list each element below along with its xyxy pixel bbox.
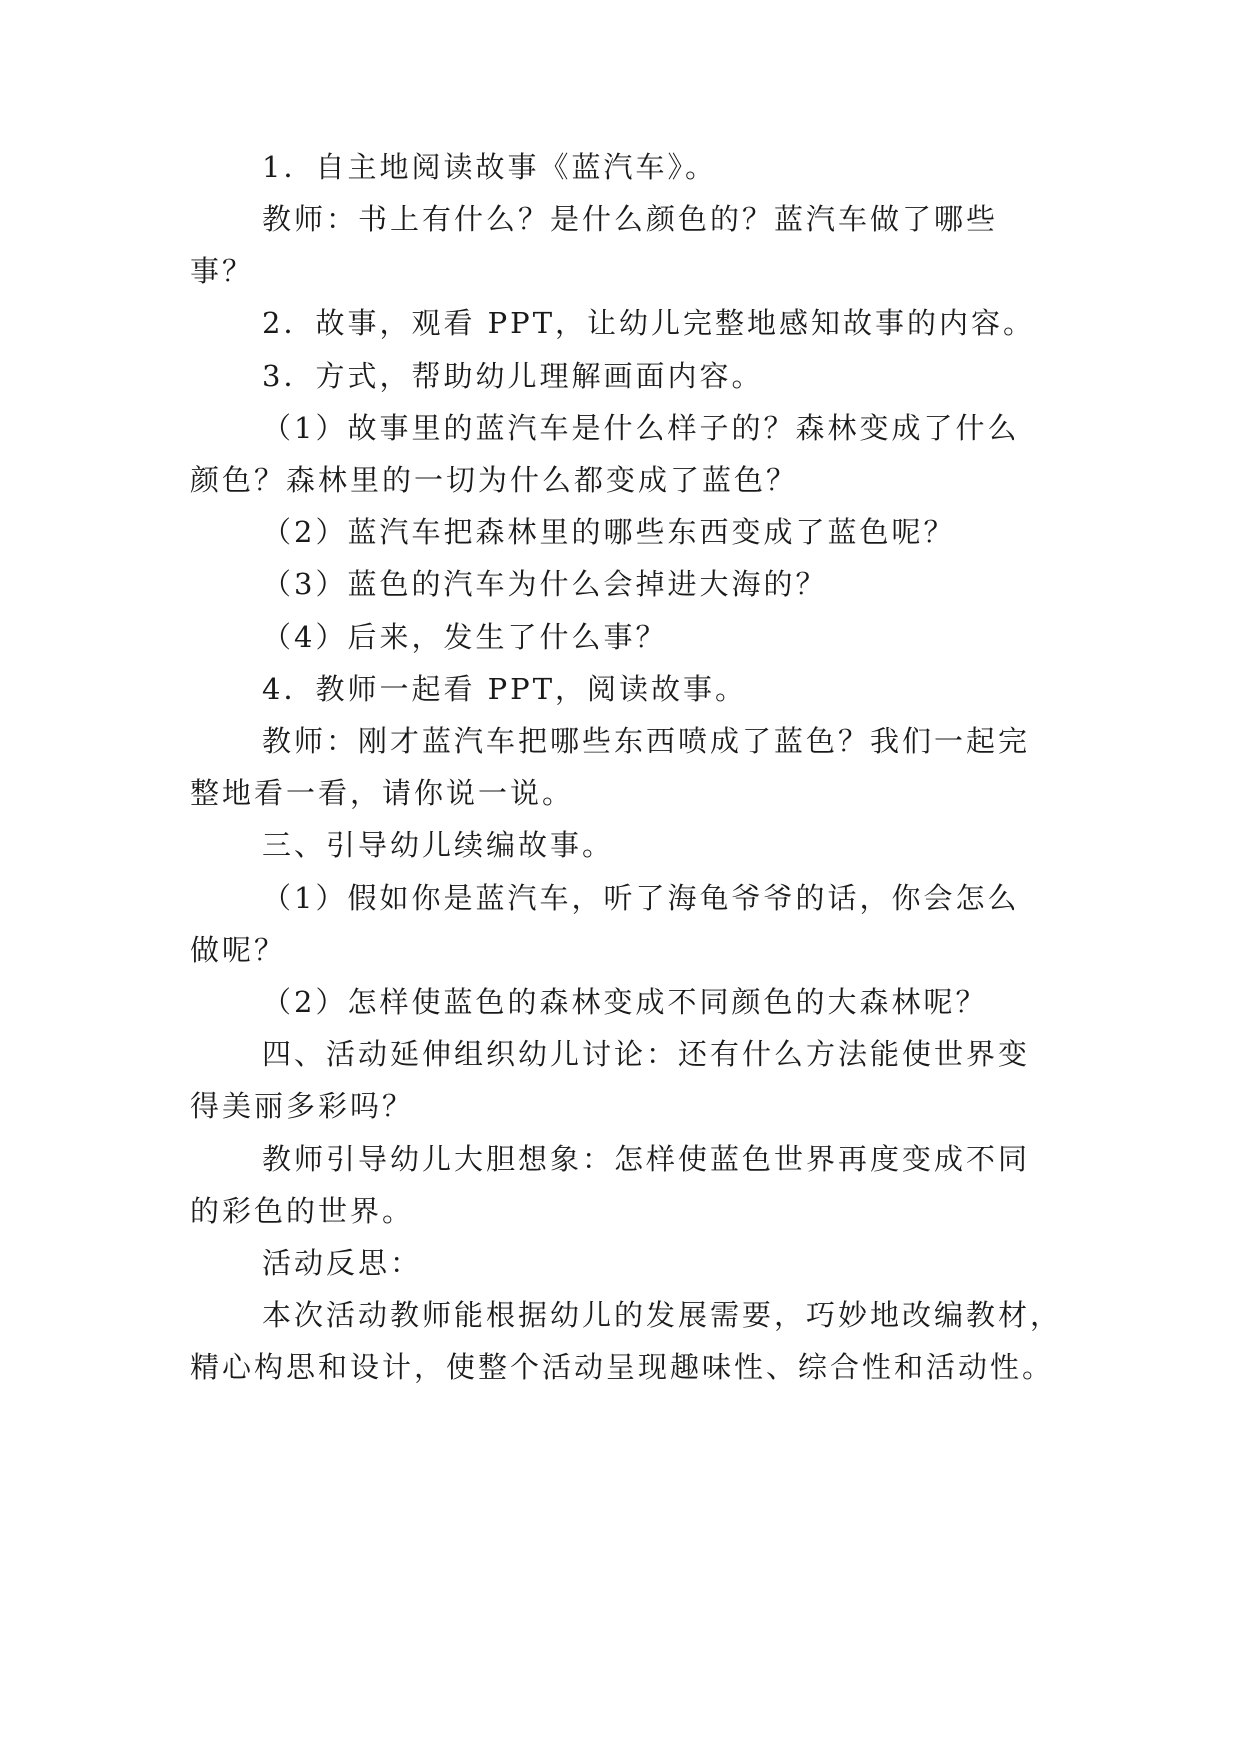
paragraph-line: （3）蓝色的汽车为什么会掉进大海的？ bbox=[262, 567, 828, 601]
paragraph-line: 四、活动延伸组织幼儿讨论：还有什么方法能使世界变 bbox=[262, 1037, 1031, 1071]
paragraph-line: 三、引导幼儿续编故事。 bbox=[262, 828, 615, 862]
paragraph-line: （1）假如你是蓝汽车，听了海龟爷爷的话，你会怎么 bbox=[262, 881, 1020, 915]
paragraph-line: 得美丽多彩吗？ bbox=[190, 1089, 415, 1123]
paragraph-line: （2）蓝汽车把森林里的哪些东西变成了蓝色呢？ bbox=[262, 515, 956, 549]
paragraph-line: 3．方式，帮助幼儿理解画面内容。 bbox=[262, 359, 764, 393]
paragraph-line: 1．自主地阅读故事《蓝汽车》。 bbox=[262, 150, 717, 184]
paragraph-line: 做呢？ bbox=[190, 933, 287, 967]
paragraph-line: 教师：书上有什么？是什么颜色的？蓝汽车做了哪些 bbox=[262, 202, 999, 236]
paragraph-line: 活动反思： bbox=[262, 1246, 423, 1280]
paragraph-line: 教师引导幼儿大胆想象：怎样使蓝色世界再度变成不同 bbox=[262, 1142, 1031, 1176]
paragraph-line: 本次活动教师能根据幼儿的发展需要，巧妙地改编教材， bbox=[262, 1298, 1063, 1332]
paragraph-line: 事？ bbox=[190, 254, 255, 288]
paragraph-line: 整地看一看，请你说一说。 bbox=[190, 776, 575, 810]
paragraph-line: （4）后来，发生了什么事？ bbox=[262, 620, 668, 654]
paragraph-line: （2）怎样使蓝色的森林变成不同颜色的大森林呢？ bbox=[262, 985, 988, 1019]
paragraph-line: 2．故事，观看 PPT，让幼儿完整地感知故事的内容。 bbox=[262, 306, 1036, 340]
paragraph-line: 颜色？森林里的一切为什么都变成了蓝色？ bbox=[190, 463, 799, 497]
paragraph-line: 教师：刚才蓝汽车把哪些东西喷成了蓝色？我们一起完 bbox=[262, 724, 1031, 758]
paragraph-line: 的彩色的世界。 bbox=[190, 1194, 415, 1228]
paragraph-line: 4．教师一起看 PPT，阅读故事。 bbox=[262, 672, 748, 706]
paragraph-line: 精心构思和设计，使整个活动呈现趣味性、综合性和活动性。 bbox=[190, 1350, 1055, 1384]
paragraph-line: （1）故事里的蓝汽车是什么样子的？森林变成了什么 bbox=[262, 411, 1020, 445]
